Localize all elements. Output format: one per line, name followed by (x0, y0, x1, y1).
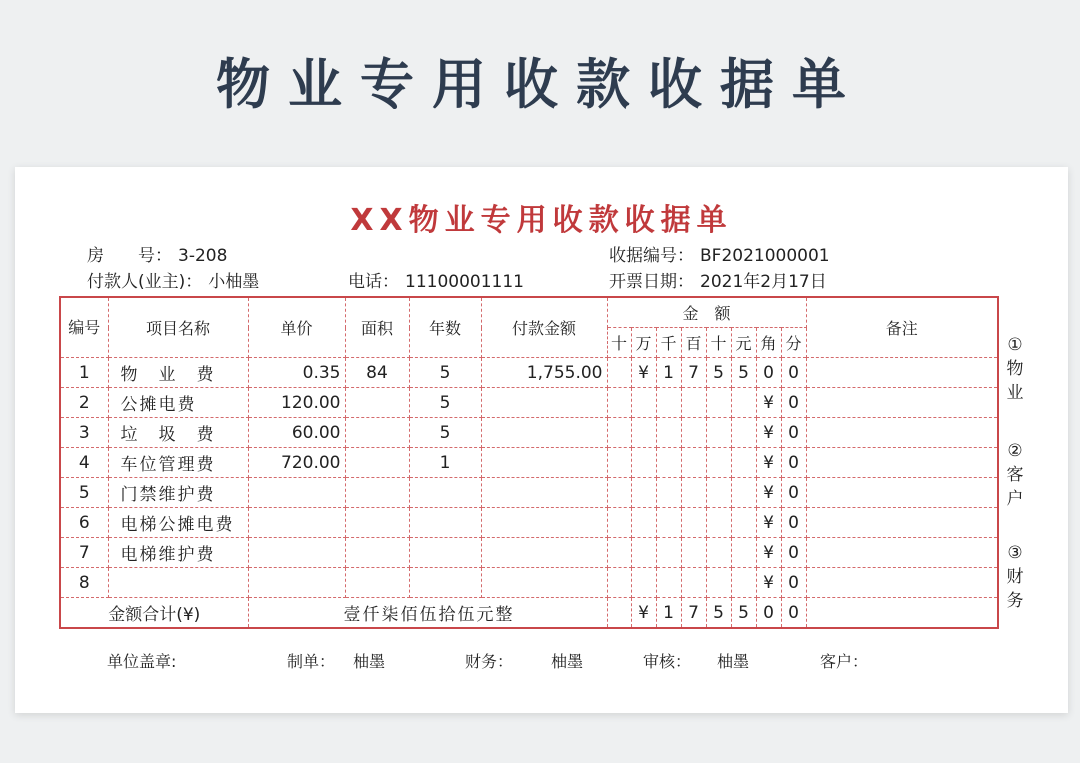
row-digit (681, 508, 706, 538)
header-no: 编号 (60, 297, 108, 358)
table-row (60, 538, 998, 568)
row-no: 6 (60, 508, 108, 538)
row-digit: 0 (781, 538, 806, 568)
row-digit (681, 448, 706, 478)
total-digit: 5 (731, 598, 756, 629)
row-digit (631, 478, 656, 508)
row-digit (656, 508, 681, 538)
row-item-name (108, 568, 248, 598)
row-digit: 5 (706, 358, 731, 388)
row-remark (806, 478, 998, 508)
row-digit (731, 568, 756, 598)
row-item-name: 电梯公摊电费 (108, 508, 248, 538)
row-unit-price (248, 568, 345, 598)
row-digit (706, 508, 731, 538)
row-area (345, 478, 409, 508)
row-years: 5 (409, 388, 481, 418)
row-unit-price: 120.00 (248, 388, 345, 418)
seal-label: 单位盖章: (107, 652, 177, 671)
row-years (409, 568, 481, 598)
row-item-name: 门禁维护费 (108, 478, 248, 508)
row-digit: ¥ (756, 568, 781, 598)
row-digit: 0 (781, 448, 806, 478)
phone-label: 电话： (348, 272, 399, 292)
row-digit: 0 (781, 418, 806, 448)
row-remark (806, 538, 998, 568)
row-remark (806, 568, 998, 598)
row-digit: ¥ (756, 478, 781, 508)
audit-value: 柚墨 (717, 652, 750, 671)
footer-audit (643, 649, 749, 672)
row-item-name: 物 业 费 (108, 358, 248, 388)
row-digit (631, 508, 656, 538)
row-area (345, 508, 409, 538)
maker-value: 柚墨 (353, 652, 386, 671)
audit-label: 审核： (643, 652, 692, 671)
row-digit (656, 388, 681, 418)
row-digit (631, 418, 656, 448)
total-digit (607, 598, 631, 629)
row-digit: ¥ (756, 508, 781, 538)
copy-note-text: 财务 (1006, 567, 1024, 611)
footer-customer (820, 649, 868, 672)
footer-maker (287, 649, 385, 672)
receipt-no-value: BF2021000001 (700, 246, 830, 266)
row-digit: ¥ (631, 358, 656, 388)
header-item: 项目名称 (108, 297, 248, 358)
row-digit (731, 508, 756, 538)
row-digit (656, 418, 681, 448)
row-no: 5 (60, 478, 108, 508)
footer-finance (465, 649, 583, 672)
row-remark (806, 388, 998, 418)
row-item-name: 垃 圾 费 (108, 418, 248, 448)
row-digit (607, 388, 631, 418)
row-remark (806, 508, 998, 538)
row-digit (706, 418, 731, 448)
row-unit-price: 60.00 (248, 418, 345, 448)
row-digit (681, 478, 706, 508)
row-remark (806, 448, 998, 478)
row-digit: ¥ (756, 448, 781, 478)
row-digit (656, 478, 681, 508)
row-digit (656, 568, 681, 598)
digit-header: 千 (656, 328, 681, 358)
row-digit: 7 (681, 358, 706, 388)
total-remark (806, 598, 998, 629)
date-label: 开票日期： (609, 272, 694, 292)
page-title: 物业专用收款收据单 (216, 53, 864, 116)
digit-header: 分 (781, 328, 806, 358)
row-digit (607, 568, 631, 598)
row-digit: 0 (781, 478, 806, 508)
digit-header: 百 (681, 328, 706, 358)
digit-header: 十 (706, 328, 731, 358)
copy-note-finance (1000, 541, 1030, 613)
date-value: 2021年2月17日 (700, 272, 827, 292)
row-item-name: 公摊电费 (108, 388, 248, 418)
row-digit: ¥ (756, 538, 781, 568)
copy-note-num: ② (1007, 441, 1023, 461)
total-digit: 7 (681, 598, 706, 629)
row-digit: 0 (781, 508, 806, 538)
header-years: 年数 (409, 297, 481, 358)
row-digit (631, 538, 656, 568)
digit-header: 十 (607, 328, 631, 358)
row-years (409, 508, 481, 538)
copy-note-text: 客户 (1006, 465, 1024, 509)
customer-label: 客户： (820, 652, 869, 671)
row-no: 3 (60, 418, 108, 448)
row-digit (706, 388, 731, 418)
receipt-card (15, 167, 1068, 713)
header-amount: 付款金额 (481, 297, 607, 358)
receipt-title: XX物业专用收款收据单 (350, 203, 733, 238)
total-digit: ¥ (631, 598, 656, 629)
row-item-name: 电梯维护费 (108, 538, 248, 568)
header-remark: 备注 (806, 297, 998, 358)
row-digit (706, 538, 731, 568)
payer-label: 付款人(业主)： (87, 272, 203, 292)
row-no: 7 (60, 538, 108, 568)
total-digit: 0 (756, 598, 781, 629)
table-row (60, 418, 998, 448)
row-digit: ¥ (756, 388, 781, 418)
row-digit (656, 448, 681, 478)
row-digit: 0 (781, 568, 806, 598)
row-years (409, 538, 481, 568)
row-no: 4 (60, 448, 108, 478)
row-item-name: 车位管理费 (108, 448, 248, 478)
table-row (60, 448, 998, 478)
table-row (60, 508, 998, 538)
row-amount: 1,755.00 (481, 358, 607, 388)
row-years: 5 (409, 418, 481, 448)
row-digit (681, 538, 706, 568)
row-no: 1 (60, 358, 108, 388)
payer-field (87, 271, 259, 293)
row-digit (607, 358, 631, 388)
room-value: 3-208 (178, 246, 228, 266)
row-unit-price: 720.00 (248, 448, 345, 478)
table-row (60, 478, 998, 508)
row-amount (481, 508, 607, 538)
row-digit (631, 448, 656, 478)
maker-label: 制单： (287, 652, 336, 671)
row-area (345, 388, 409, 418)
row-area (345, 448, 409, 478)
row-unit-price (248, 538, 345, 568)
row-unit-price (248, 478, 345, 508)
row-remark (806, 358, 998, 388)
row-digit (656, 538, 681, 568)
digit-header: 元 (731, 328, 756, 358)
row-amount (481, 388, 607, 418)
phone-value: 11100001111 (405, 272, 524, 292)
total-digit: 5 (706, 598, 731, 629)
copy-note-num: ③ (1007, 543, 1023, 563)
room-label: 房 号： (87, 246, 172, 266)
row-no: 8 (60, 568, 108, 598)
row-area (345, 538, 409, 568)
row-digit: ¥ (756, 418, 781, 448)
header-unit-price: 单价 (248, 297, 345, 358)
row-digit (706, 448, 731, 478)
row-digit (607, 478, 631, 508)
copy-note-text: 物业 (1006, 359, 1024, 403)
copy-note-customer (1000, 439, 1030, 511)
receipt-no-label: 收据编号： (609, 246, 694, 266)
row-years (409, 478, 481, 508)
row-amount (481, 448, 607, 478)
row-digit (607, 508, 631, 538)
row-digit (681, 568, 706, 598)
row-amount (481, 538, 607, 568)
row-area: 84 (345, 358, 409, 388)
row-amount (481, 568, 607, 598)
receipt-table (59, 296, 999, 629)
table-row (60, 388, 998, 418)
total-digit: 0 (781, 598, 806, 629)
row-digit (731, 418, 756, 448)
date-field (609, 271, 827, 293)
row-digit (706, 568, 731, 598)
table-row (60, 358, 998, 388)
row-digit (731, 448, 756, 478)
row-digit: 5 (731, 358, 756, 388)
row-digit (607, 538, 631, 568)
row-digit: 0 (781, 358, 806, 388)
row-years: 5 (409, 358, 481, 388)
receipt-no-field (609, 245, 830, 267)
row-digit: 1 (656, 358, 681, 388)
row-digit (681, 388, 706, 418)
row-no: 2 (60, 388, 108, 418)
finance-value: 柚墨 (551, 652, 584, 671)
row-amount (481, 418, 607, 448)
digit-header: 万 (631, 328, 656, 358)
row-digit (631, 568, 656, 598)
total-words: 壹仟柒佰伍拾伍元整 (248, 598, 607, 629)
copy-note-num: ① (1007, 335, 1023, 355)
phone-field (348, 271, 524, 293)
payer-value: 小柚墨 (208, 272, 260, 292)
row-unit-price: 0.35 (248, 358, 345, 388)
row-years: 1 (409, 448, 481, 478)
row-digit (631, 388, 656, 418)
header-area: 面积 (345, 297, 409, 358)
row-unit-price (248, 508, 345, 538)
room-field (87, 245, 227, 267)
row-digit (607, 418, 631, 448)
row-digit: 0 (781, 388, 806, 418)
total-digit: 1 (656, 598, 681, 629)
row-area (345, 418, 409, 448)
copy-note-property (1000, 333, 1030, 405)
row-area (345, 568, 409, 598)
table-row (60, 568, 998, 598)
row-digit: 0 (756, 358, 781, 388)
row-digit (681, 418, 706, 448)
digit-header: 角 (756, 328, 781, 358)
row-digit (731, 538, 756, 568)
row-digit (731, 478, 756, 508)
row-digit (607, 448, 631, 478)
total-label: 金额合计(¥) (60, 598, 248, 629)
row-digit (706, 478, 731, 508)
row-digit (731, 388, 756, 418)
row-remark (806, 418, 998, 448)
header-money: 金 额 (607, 297, 806, 328)
row-amount (481, 478, 607, 508)
finance-label: 财务： (465, 652, 514, 671)
footer-seal (107, 649, 176, 672)
